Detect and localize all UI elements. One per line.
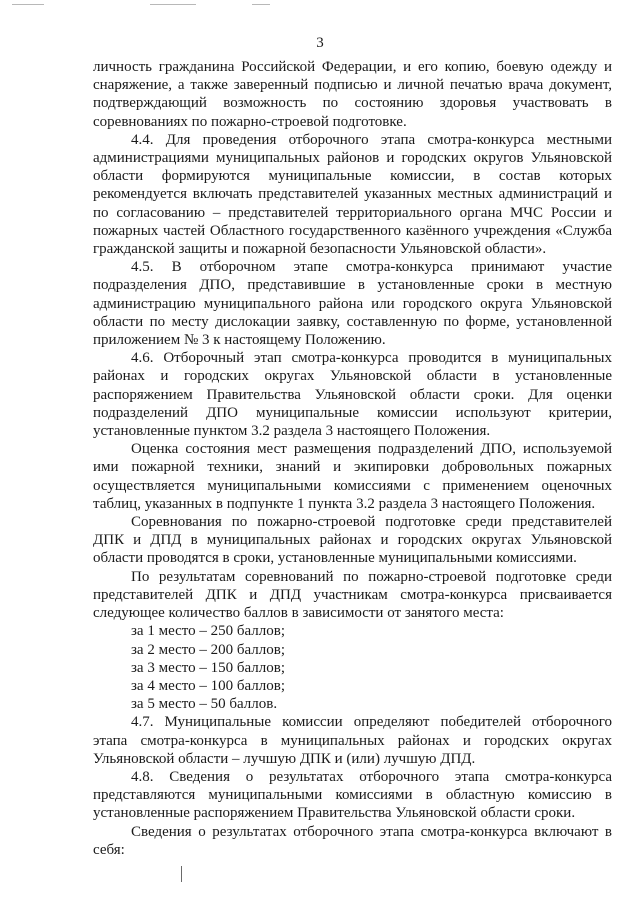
scan-artifact [12,4,44,5]
list-item: за 3 место – 150 баллов; [131,659,286,676]
document-body [93,58,612,859]
paragraph-continued: личность гражданина Российской Федерации, и его копию, боевую одежду и снаряжение, а также заверенный подписью и личной печатью врача документ, подтверждающий возможность по состоянию здоровья участвовать в соревнованиях по пожарно-строевой подготовке. [93,59,612,130]
paragraph-4-8: 4.8. Сведения о результатах отборочного этапа смотра-конкурса представляются муниципальными комиссиями в областную комиссию в установленные распоряжением Правительства Ульяновской области сроки. [93,768,612,822]
paragraph-results: По результатам соревнований по пожарно-строевой подготовке среди представителей ДПК и ДПД участникам смотра-конкурса присваивается следующее количество баллов в зависимости от занятого места: [93,568,612,622]
list-item: за 2 место – 200 баллов; [131,641,286,658]
paragraph-4-5: 4.5. В отборочном этапе смотра-конкурса принимают участие подразделения ДПО, представившие в установленные сроки в местную администрацию муниципального района или городского округа Ульяновской области по месту дислокации заявку, составленную по форме, установленной приложением № 3 к настоящему Положению. [93,259,612,349]
places-list [93,622,612,713]
paragraph-assessment: Оценка состояния мест размещения подразделений ДПО, используемой ими пожарной техники, знаний и экипировки добровольных пожарных осуществляется муниципальными комиссиями с применением оценочных таблиц, указанных в подпункте 1 пункта 3.2 раздела 3 настоящего Положения. [93,441,612,512]
paragraph-4-6: 4.6. Отборочный этап смотра-конкурса проводится в муниципальных районах и городских округах Ульяновской области в установленные распоряжением Правительства Ульяновской области сроки. Для оценки подразделений ДПО муниципальные комиссии используют критерии, установленные пунктом 3.2 раздела 3 настоящего Положения. [93,350,612,440]
scan-artifact [252,4,270,5]
paragraph-4-7: 4.7. Муниципальные комиссии определяют победителей отборочного этапа смотра-конкурса в муниципальных районах и городских округах Ульяновской области – лучшую ДПК и (или) лучшую ДПД. [93,714,612,767]
paragraph-info: Сведения о результатах отборочного этапа смотра-конкурса включают в себя: [93,823,612,858]
scan-artifact [181,866,182,882]
page-number: 3 [316,35,324,51]
paragraph-competitions: Соревнования по пожарно-строевой подготовке среди представителей ДПК и ДПД в муниципальных районах и городских округах Ульяновской области проводятся в сроки, установленные муниципальными комиссиями. [93,514,612,567]
list-item: за 5 место – 50 баллов. [131,696,278,713]
list-item: за 4 место – 100 баллов; [131,677,286,694]
list-item: за 1 место – 250 баллов; [131,623,286,640]
paragraph-4-4: 4.4. Для проведения отборочного этапа смотра-конкурса местными администрациями муниципальных районов и городских округов Ульяновской области формируются муниципальные комиссии, в состав которых рекомендуется включать представителей указанных местных администраций и по согласованию – представителей территориального органа МЧС России и пожарных частей Областного государственного казённого учреждения «Служба гражданской защиты и пожарной безопасности Ульяновской области». [93,131,612,258]
scan-artifact [150,4,196,5]
